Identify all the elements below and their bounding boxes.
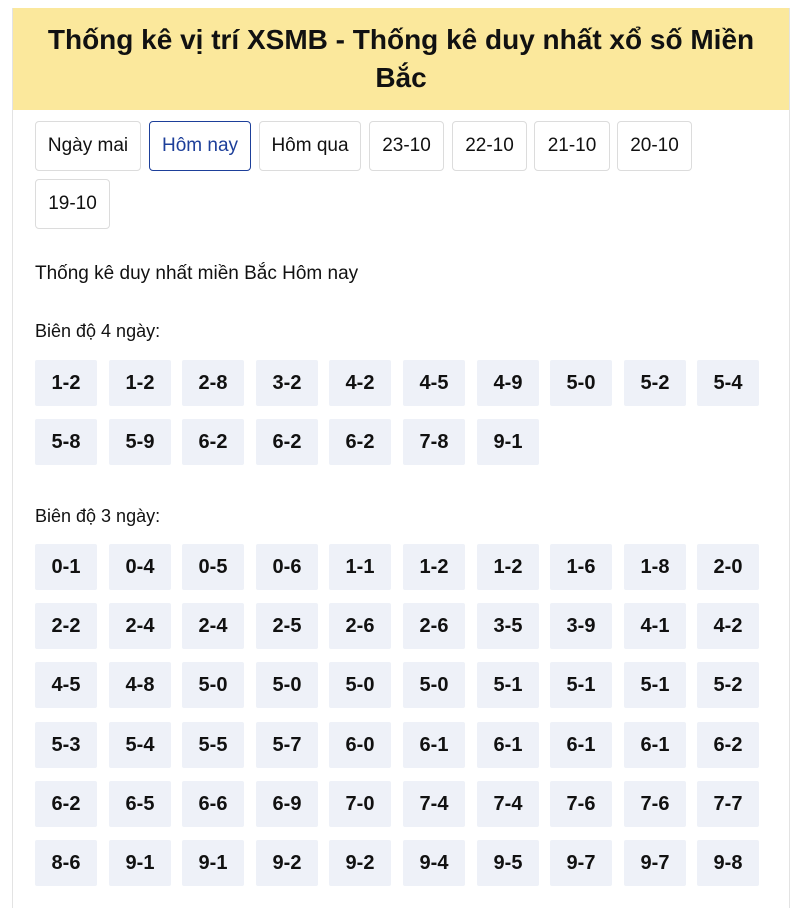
pair-cell: 9-5 bbox=[477, 840, 539, 886]
pair-cell: 5-0 bbox=[403, 662, 465, 708]
group-label-4-days: Biên độ 4 ngày: bbox=[35, 321, 161, 341]
pair-cell: 2-4 bbox=[182, 603, 244, 649]
tab-21-10[interactable]: 21-10 bbox=[534, 121, 610, 171]
pair-cell: 9-2 bbox=[256, 840, 318, 886]
pair-cell: 6-9 bbox=[256, 781, 318, 827]
pair-cell: 6-1 bbox=[403, 722, 465, 768]
tab-19-10[interactable]: 19-10 bbox=[35, 179, 110, 229]
pair-cell: 6-1 bbox=[624, 722, 686, 768]
pair-cell: 9-7 bbox=[550, 840, 612, 886]
tab-hôm-nay[interactable]: Hôm nay bbox=[149, 121, 251, 171]
pair-cell: 2-2 bbox=[35, 603, 97, 649]
pair-cell: 9-1 bbox=[182, 840, 244, 886]
pair-cell: 2-6 bbox=[329, 603, 391, 649]
pair-cell: 2-4 bbox=[109, 603, 171, 649]
pair-cell: 2-5 bbox=[256, 603, 318, 649]
pair-cell: 1-6 bbox=[550, 544, 612, 590]
pair-cell: 5-9 bbox=[109, 419, 171, 465]
pair-cell: 5-3 bbox=[35, 722, 97, 768]
pair-cell: 7-0 bbox=[329, 781, 391, 827]
pair-cell: 6-1 bbox=[477, 722, 539, 768]
pair-cell: 4-2 bbox=[329, 360, 391, 406]
pair-cell: 6-2 bbox=[256, 419, 318, 465]
pair-cell: 7-6 bbox=[624, 781, 686, 827]
pair-cell: 9-1 bbox=[477, 419, 539, 465]
pair-cell: 6-2 bbox=[329, 419, 391, 465]
pair-cell: 4-5 bbox=[35, 662, 97, 708]
pair-cell: 0-1 bbox=[35, 544, 97, 590]
pair-cell: 5-0 bbox=[256, 662, 318, 708]
pair-cell: 5-7 bbox=[256, 722, 318, 768]
pair-cell: 6-2 bbox=[35, 781, 97, 827]
pair-cell: 6-2 bbox=[697, 722, 759, 768]
pair-cell: 6-2 bbox=[182, 419, 244, 465]
pair-cell: 1-8 bbox=[624, 544, 686, 590]
pair-cell: 5-5 bbox=[182, 722, 244, 768]
pair-cell: 4-2 bbox=[697, 603, 759, 649]
pair-cell: 2-0 bbox=[697, 544, 759, 590]
pair-cell: 9-4 bbox=[403, 840, 465, 886]
pair-cell: 7-6 bbox=[550, 781, 612, 827]
pair-cell: 7-8 bbox=[403, 419, 465, 465]
pair-cell: 5-4 bbox=[697, 360, 759, 406]
pair-cell: 5-2 bbox=[624, 360, 686, 406]
pair-cell: 1-2 bbox=[403, 544, 465, 590]
pair-cell: 4-5 bbox=[403, 360, 465, 406]
pair-cell: 1-2 bbox=[109, 360, 171, 406]
pair-cell: 6-5 bbox=[109, 781, 171, 827]
pair-cell: 8-6 bbox=[35, 840, 97, 886]
section-subtitle: Thống kê duy nhất miền Bắc Hôm nay bbox=[35, 263, 359, 284]
pair-cell: 1-2 bbox=[477, 544, 539, 590]
pair-cell: 1-2 bbox=[35, 360, 97, 406]
tab-20-10[interactable]: 20-10 bbox=[617, 121, 692, 171]
pair-cell: 5-0 bbox=[329, 662, 391, 708]
pair-cell: 0-6 bbox=[256, 544, 318, 590]
pair-cell: 9-8 bbox=[697, 840, 759, 886]
tab-hôm-qua[interactable]: Hôm qua bbox=[259, 121, 361, 171]
pair-cell: 9-1 bbox=[109, 840, 171, 886]
page-title: Thống kê vị trí XSMB - Thống kê duy nhất xổ số Miền Bắc bbox=[47, 24, 755, 93]
pair-cell: 2-6 bbox=[403, 603, 465, 649]
pair-cell: 5-8 bbox=[35, 419, 97, 465]
group-label-3-days: Biên độ 3 ngày: bbox=[35, 506, 161, 526]
pair-cell: 0-5 bbox=[182, 544, 244, 590]
pair-cell: 7-4 bbox=[403, 781, 465, 827]
pair-cell: 4-9 bbox=[477, 360, 539, 406]
pair-cell: 5-1 bbox=[624, 662, 686, 708]
tab-23-10[interactable]: 23-10 bbox=[369, 121, 444, 171]
pair-cell: 4-8 bbox=[109, 662, 171, 708]
pair-cell: 7-7 bbox=[697, 781, 759, 827]
page-header bbox=[13, 8, 789, 110]
pair-cell: 5-1 bbox=[477, 662, 539, 708]
pair-cell: 6-1 bbox=[550, 722, 612, 768]
pair-cell: 3-5 bbox=[477, 603, 539, 649]
pair-cell: 5-4 bbox=[109, 722, 171, 768]
pair-cell: 5-0 bbox=[182, 662, 244, 708]
pair-cell: 6-0 bbox=[329, 722, 391, 768]
pair-cell: 1-1 bbox=[329, 544, 391, 590]
pair-cell: 0-4 bbox=[109, 544, 171, 590]
pair-cell: 7-4 bbox=[477, 781, 539, 827]
pair-cell: 4-1 bbox=[624, 603, 686, 649]
pair-cell: 6-6 bbox=[182, 781, 244, 827]
pair-cell: 9-2 bbox=[329, 840, 391, 886]
pair-cell: 2-8 bbox=[182, 360, 244, 406]
pair-cell: 5-2 bbox=[697, 662, 759, 708]
pair-cell: 5-1 bbox=[550, 662, 612, 708]
pair-cell: 5-0 bbox=[550, 360, 612, 406]
pair-cell: 9-7 bbox=[624, 840, 686, 886]
pair-cell: 3-2 bbox=[256, 360, 318, 406]
tab-22-10[interactable]: 22-10 bbox=[452, 121, 527, 171]
page-frame bbox=[12, 8, 790, 908]
pair-cell: 3-9 bbox=[550, 603, 612, 649]
tab-ngày-mai[interactable]: Ngày mai bbox=[35, 121, 141, 171]
